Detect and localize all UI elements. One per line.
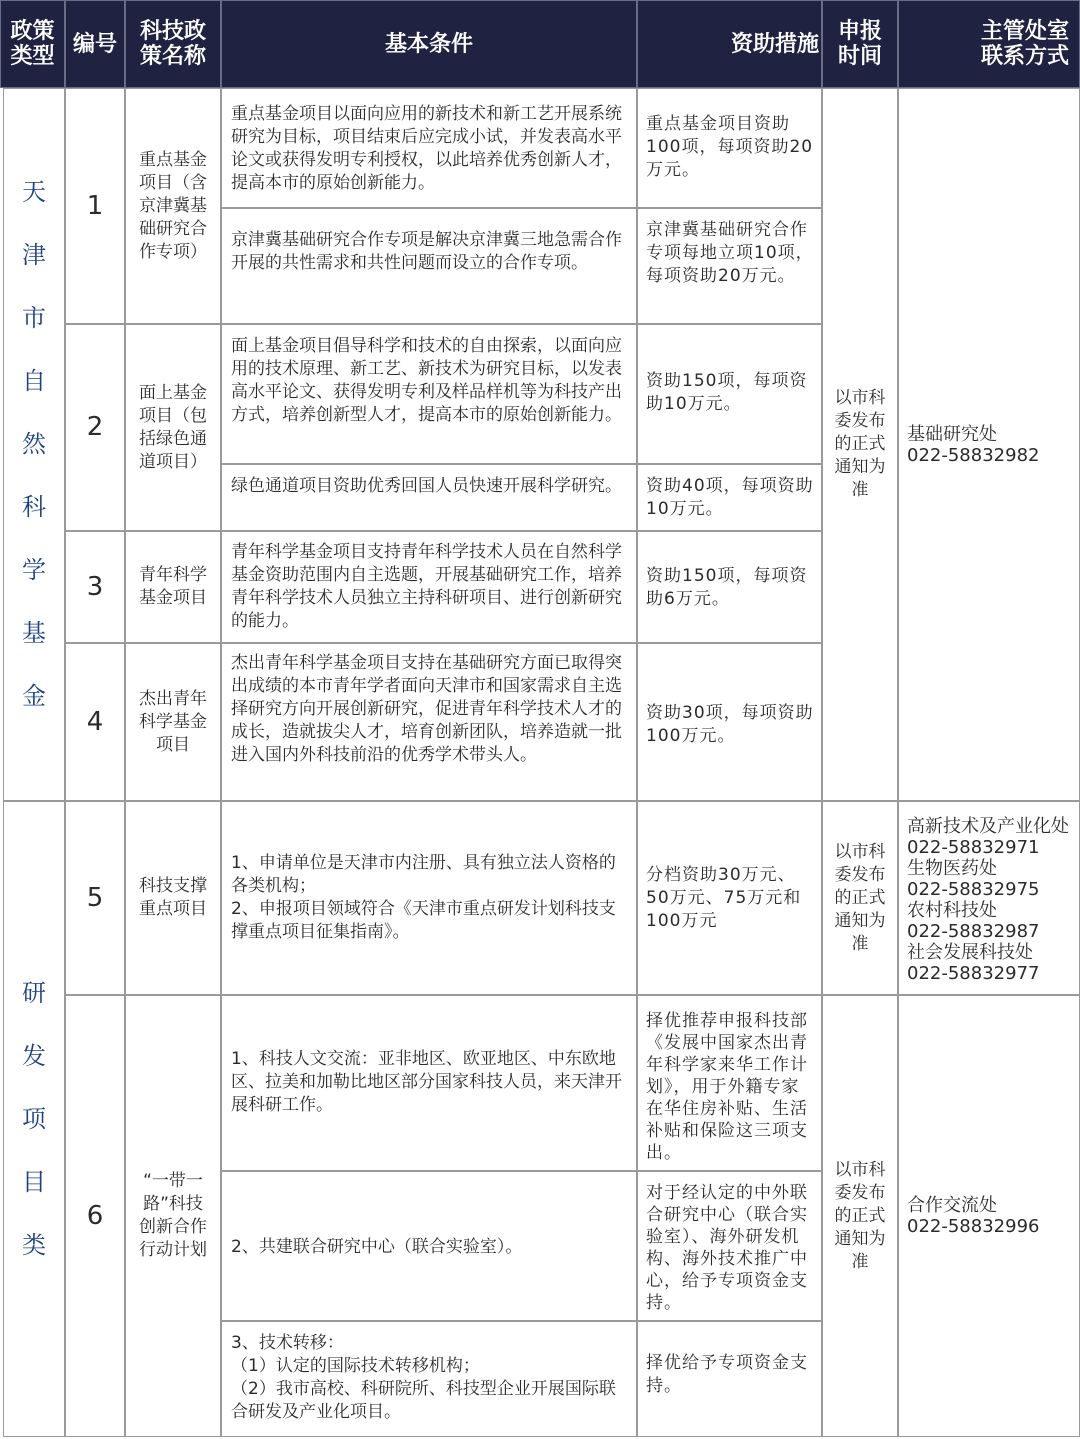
row-1-policy-name: 重点基金 项目（含 京津冀基 础研究合 作专项） xyxy=(125,88,221,324)
row-6b-conditions: 2、共建联合研究中心（联合实验室）。 xyxy=(221,1171,637,1321)
row-4-policy-name: 杰出青年 科学基金 项目 xyxy=(125,643,221,801)
contact-phone: 022-58832987 xyxy=(907,921,1040,942)
category-label: 研发项目类 xyxy=(22,978,46,1259)
row-1a-conditions: 重点基金项目以面向应用的新技术和新工艺开展系统研究为目标，项目结束后应完成小试，并发表高水平论文或获得发明专利授权，以此培养优秀创新人才，提高本市的原始创新能力。 xyxy=(221,88,637,208)
contact-row-5 xyxy=(898,801,1080,995)
row-1b-funding: 京津冀基础研究合作专项每地立项10项，每项资助20万元。 xyxy=(637,208,822,324)
contact-natural-fund xyxy=(898,88,1080,801)
row-4-number: 4 xyxy=(65,643,125,801)
row-5-funding: 分档资助30万元、50万元、75万元和100万元 xyxy=(637,801,822,995)
row-5-number: 5 xyxy=(65,801,125,995)
category-label: 天津市自然科学基金 xyxy=(22,178,46,710)
contact-phone: 022-58832996 xyxy=(907,1216,1040,1237)
row-6c-conditions: 3、技术转移： （1）认定的国际技术转移机构； （2）我市高校、科研院所、科技型企业开展国际联合研发及产业化项目。 xyxy=(221,1321,637,1437)
row-4-funding: 资助30项，每项资助100万元。 xyxy=(637,643,822,801)
row-4-conditions: 杰出青年科学基金项目支持在基础研究方面已取得突出成绩的本市青年学者面向天津市和国家需求自主选择研究方向开展创新研究，促进青年科学技术人才的成长，造就拔尖人才，培育创新团队，培养造就一批进入国内外科技前沿的优秀学术带头人。 xyxy=(221,643,637,801)
header-number: 编号 xyxy=(65,0,125,88)
row-2b-conditions: 绿色通道项目资助优秀回国人员快速开展科学研究。 xyxy=(221,464,637,531)
contact-row-6 xyxy=(898,995,1080,1437)
apply-time-row-6: 以市科 委发布 的正式 通知为 准 xyxy=(822,995,898,1437)
contact-office: 合作交流处 xyxy=(907,1195,997,1216)
row-6a-conditions: 1、科技人文交流：亚非地区、欧亚地区、中东欧地区、拉美和加勒比地区部分国家科技人员，来天津开展科研工作。 xyxy=(221,995,637,1171)
row-3-conditions: 青年科学基金项目支持青年科学技术人员在自然科学基金资助范围内自主选题，开展基础研究工作，培养青年科学技术人员独立主持科研项目、进行创新研究的能力。 xyxy=(221,531,637,643)
row-6a-funding: 择优推荐申报科技部《发展中国家杰出青年科学家来华工作计划》，用于外籍专家在华住房补贴、生活补贴和保险这三项支出。 xyxy=(637,995,822,1171)
contact-office: 社会发展科技处 xyxy=(907,942,1033,963)
contact-phone: 022-58832975 xyxy=(907,879,1040,900)
row-6b-funding: 对于经认定的中外联合研究中心（联合实验室）、海外研发机构、海外技术推广中心，给予专项资金支持。 xyxy=(637,1171,822,1321)
contact-office: 高新技术及产业化处 xyxy=(907,816,1069,837)
row-1-number: 1 xyxy=(65,88,125,324)
row-3-policy-name: 青年科学 基金项目 xyxy=(125,531,221,643)
contact-phone: 022-58832982 xyxy=(907,444,1040,466)
row-2-policy-name: 面上基金 项目（包 括绿色通 道项目） xyxy=(125,324,221,531)
header-basic-conditions: 基本条件 xyxy=(221,0,637,88)
header-funding: 资助措施 xyxy=(637,0,822,88)
contact-office: 基础研究处 xyxy=(907,423,997,445)
header-policy-name: 科技政 策名称 xyxy=(125,0,221,88)
row-2b-funding: 资助40项，每项资助10万元。 xyxy=(637,464,822,531)
row-2a-conditions: 面上基金项目倡导科学和技术的自由探索，以面向应用的技术原理、新工艺、新技术为研究目标，以发表高水平论文、获得发明专利及样品样机等为科技产出方式，培养创新型人才，提高本市的原始创新能力。 xyxy=(221,324,637,464)
row-6-number: 6 xyxy=(65,995,125,1437)
header-apply-time: 申报 时间 xyxy=(822,0,898,88)
apply-time-natural-fund: 以市科 委发布 的正式 通知为 准 xyxy=(822,88,898,801)
header-policy-type: 政策 类型 xyxy=(0,0,65,88)
header-contact: 主管处室 联系方式 xyxy=(898,0,1080,88)
row-5-conditions: 1、申请单位是天津市内注册、具有独立法人资格的各类机构； 2、申报项目领域符合《天津市重点研发计划科技支撑重点项目征集指南》。 xyxy=(221,801,637,995)
row-1a-funding: 重点基金项目资助100项，每项资助20万元。 xyxy=(637,88,822,208)
contact-office: 农村科技处 xyxy=(907,900,997,921)
row-1b-conditions: 京津冀基础研究合作专项是解决京津冀三地急需合作开展的共性需求和共性问题而设立的合作专项。 xyxy=(221,208,637,324)
row-6-policy-name: “一带一 路”科技 创新合作 行动计划 xyxy=(125,995,221,1437)
row-6c-funding: 择优给予专项资金支持。 xyxy=(637,1321,822,1437)
row-2-number: 2 xyxy=(65,324,125,531)
contact-office: 生物医药处 xyxy=(907,858,997,879)
row-2a-funding: 资助150项，每项资助10万元。 xyxy=(637,324,822,464)
contact-phone: 022-58832977 xyxy=(907,963,1040,984)
category-rd-projects xyxy=(3,801,65,1437)
contact-phone: 022-58832971 xyxy=(907,837,1040,858)
apply-time-row-5: 以市科 委发布 的正式 通知为 准 xyxy=(822,801,898,995)
row-3-number: 3 xyxy=(65,531,125,643)
row-5-policy-name: 科技支撑 重点项目 xyxy=(125,801,221,995)
category-natural-science-fund xyxy=(3,88,65,801)
row-3-funding: 资助150项，每项资助6万元。 xyxy=(637,531,822,643)
